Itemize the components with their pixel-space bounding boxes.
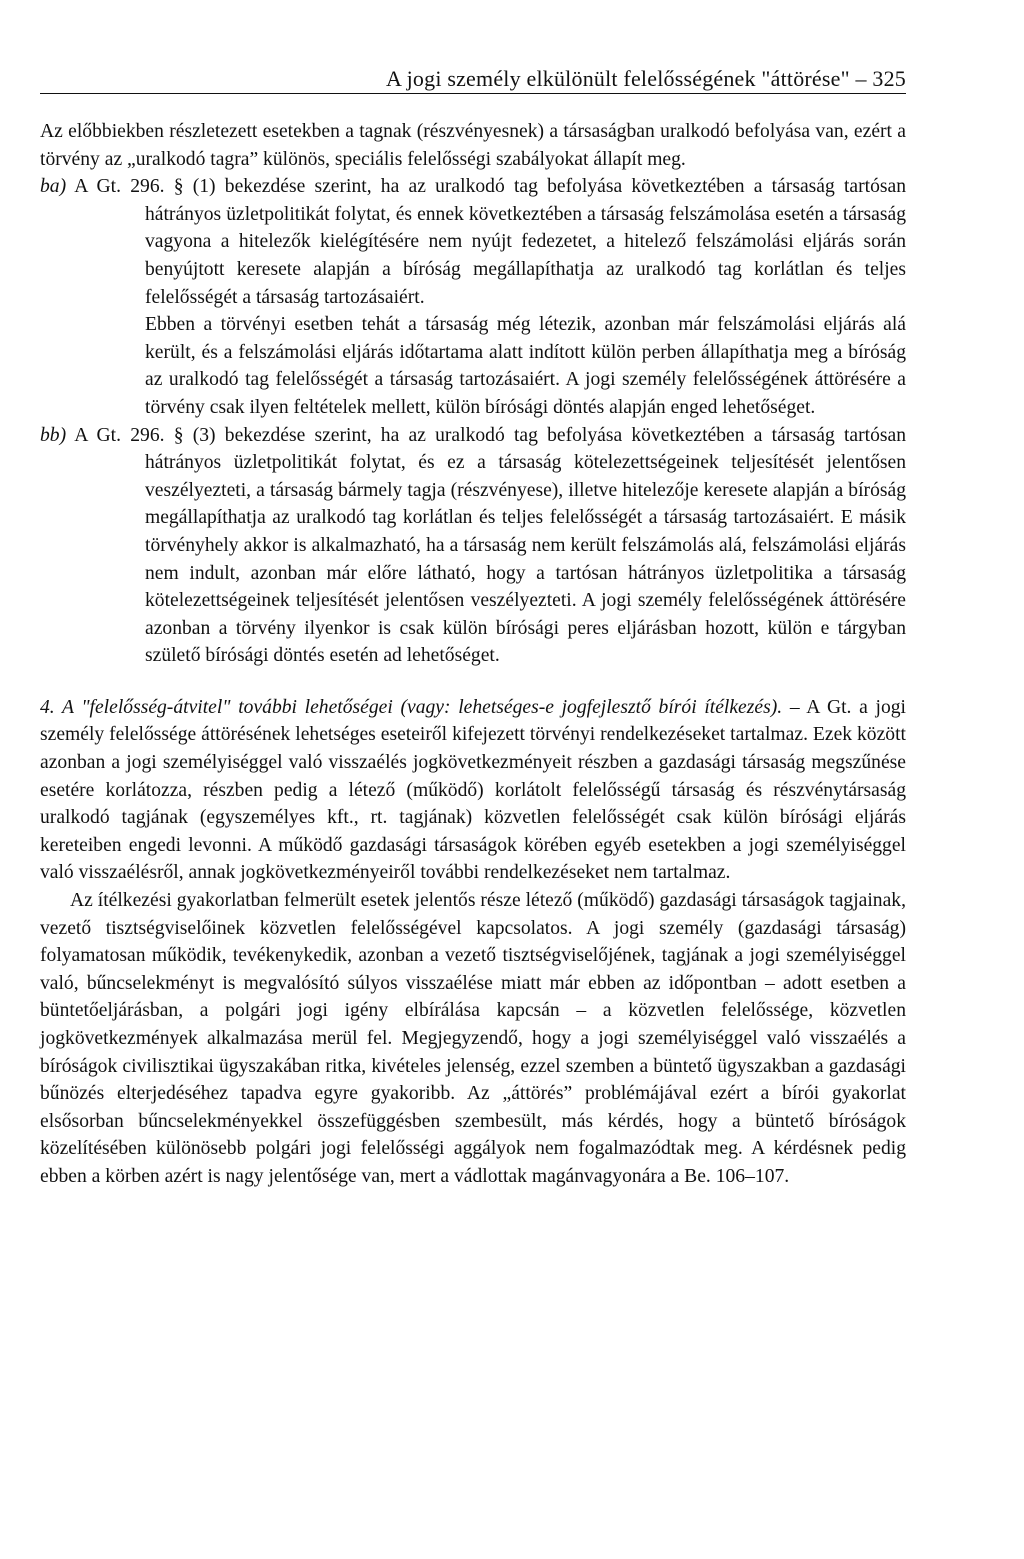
- section-4-heading: 4. A "felelősség-átvitel" további lehetőségei (vagy: lehetséges-e jogfejlesztő bírói ítélkezés).: [40, 696, 783, 718]
- subsection-ba-text: A Gt. 296. § (1) bekezdése szerint, ha az uralkodó tag befolyása következtében a társaság tartósan hátrányos üzletpolitikát folytat, és ennek következtében a társaság felszámolása esetén a társaság vagyona a hitelezők kielégítésére nem nyújt fedezetet, a hitelező felszámolási eljárás során benyújtott keresete alapján a bíróság megállapíthatja az uralkodó tag korlátlan és teljes felelősségét a társaság tartozásaiért.: [66, 176, 906, 308]
- subsection-ba-continuation: Ebben a törvényi esetben tehát a társaság még létezik, azonban már felszámolási eljárás alá került, és a felszámolási eljárás időtartama alatt indított külön perben állapíthatja meg a bíróság az uralkodó tag felelősségét a társaság tartozásaiért. A jogi személy felelősségének áttörésére a törvény csak ilyen feltételek mellett, külön bírósági döntés alapján enged lehetőséget.: [145, 314, 906, 418]
- subsection-bb-text: A Gt. 296. § (3) bekezdése szerint, ha az uralkodó tag befolyása következtében a társaság tartósan hátrányos üzletpolitikát folytat, és ez a társaság kötelezettségeinek teljesítését jelentősen veszélyezteti, a társaság bármely tagja (részvényese), illetve hitelezője keresete alapján a bíróság megállapíthatja az uralkodó tag korlátlan és teljes felelősségét a társaság tartozásaiért. E másik törvényhely akkor is alkalmazható, ha a társaság nem került felszámolás alá, felszámolási eljárás nem indult, azonban már előre látható, hogy a tartósan hátrányos üzletpolitika a társaság kötelezettségeinek teljesítését jelentősen veszélyezteti. A jogi személy felelősségének áttörésére azonban a törvény ilyenkor is csak külön bírósági peres eljárásban hozott, külön e tárgyban születő bírósági döntés esetén ad lehetőséget.: [66, 424, 906, 667]
- section-4-paragraph: [40, 694, 906, 887]
- intro-paragraph: Az előbbiekben részletezett esetekben a tagnak (részvényesnek) a társaságban uralkodó befolyása van, ezért a törvény az „uralkodó tagra” különös, speciális felelősségi szabályokat állapít meg.: [40, 121, 906, 170]
- subsection-bb: [40, 422, 906, 670]
- closing-paragraph: Az ítélkezési gyakorlatban felmerült esetek jelentős része létező (működő) gazdasági társaságok tagjainak, vezető tisztségviselőinek közvetlen felelősségével kapcsolatos. A jogi személy (gazdasági társaság) folyamatosan működik, tevékenykedik, azonban a vezető tisztségviselőjének, tagjának a jogi személyiséggel való, bűncselekményt is megvalósító súlyos visszaélése miatt már ebben az időpontban – adott esetben a büntetőeljárásban, a polgári jogi igény elbírálása kapcsán – a közvetlen felelőssége, közvetlen jogkövetkezmények alkalmazása merül fel. Megjegyzendő, hogy a jogi személyiséggel való visszaélés a bíróságok civilisztikai ügyszakában ritka, kivételes jelenség, ezzel szemben a büntető ügyszakban a gazdasági bűnözés elterjedéséhez tapadva egyre gyakoribb. Az „áttörés” problémájával ezért a bírói gyakorlat elsősorban bűncselekményekkel összefüggésben szembesült, más kérdés, hogy a büntető bíróságok közelítésében különösebb polgári jogi felelősségi aggályok nem fogalmazódtak meg. A kérdésnek pedig ebben a körben azért is nagy jelentősége van, mert a vádlottak magánvagyonára a Be. 106–107.: [40, 890, 906, 1187]
- subsection-ba-label: ba): [40, 176, 67, 198]
- running-header: A jogi személy elkülönült felelősségének "áttörése" – 325: [40, 64, 906, 94]
- body-text: [40, 118, 906, 1191]
- section-4-text: – A Gt. a jogi személy felelőssége áttörésének lehetséges eseteiről kifejezett törvényi rendelkezéseket tartalmaz. Ezek között azonban a jogi személyiséggel való visszaélés jogkövetkezményeit részben a gazdasági társaság megszűnése esetére korlátozza, részben pedig a létező (működő) korlátolt felelősségű társaság és részvénytársaság uralkodó tagjának (egyszemélyes kft., rt. tagjának) közvetlen felelősségét csak külön bírósági eljárás kereteiben engedi levonni. A működő gazdasági társaságok körében egyéb esetekben a jogi személyiséggel való visszaélésről, annak jogkövetkezményeiről további rendelkezéseket nem tartalmaz.: [40, 696, 906, 884]
- subsection-ba: [40, 173, 906, 311]
- subsection-bb-label: bb): [40, 424, 67, 446]
